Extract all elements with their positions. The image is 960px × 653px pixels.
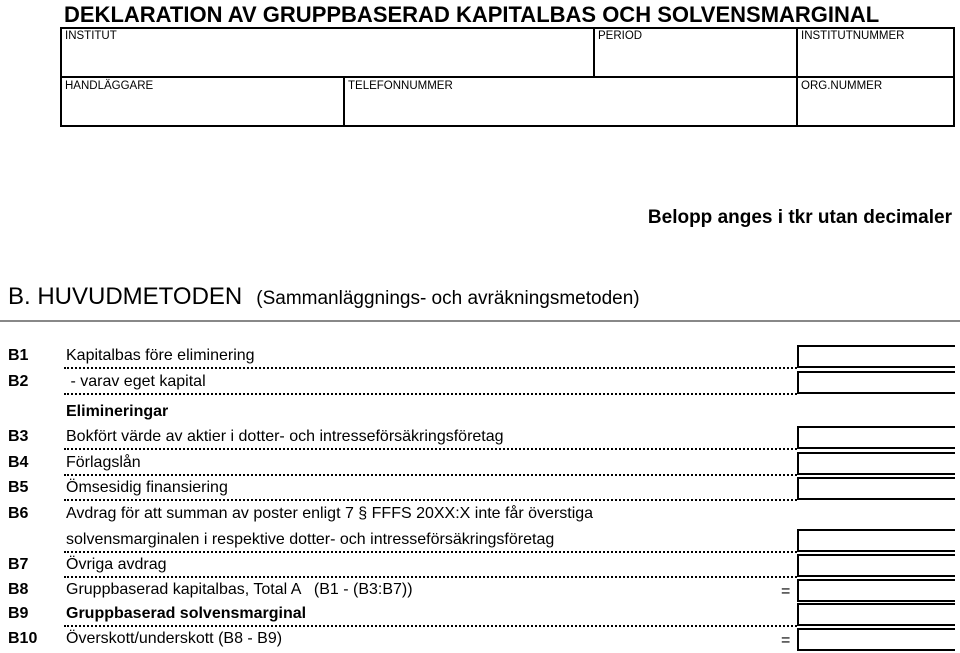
row-code-b3: B3 [8, 428, 29, 445]
dotted-leader [64, 393, 797, 395]
grid-line [60, 27, 62, 127]
row-text-b8: Gruppbaserad kapitalbas, Total A (B1 - (B3:B7)) [66, 581, 413, 598]
amount-input-b1[interactable] [797, 345, 955, 368]
row-code-b1: B1 [8, 347, 29, 364]
section-title: B. HUVUDMETODEN [8, 283, 243, 310]
row-code-b8: B8 [8, 581, 29, 598]
row-text-b10: Överskott/underskott (B8 - B9) [66, 630, 283, 647]
row-code-b10: B10 [8, 630, 38, 647]
row-text-b6-cont: solvensmarginalen i respektive dotter- och intresseförsäkringsföretag [66, 531, 555, 548]
section-heading [8, 283, 640, 311]
equals-sign: = [781, 632, 791, 649]
amount-input-b5[interactable] [797, 477, 955, 500]
grid-line [60, 27, 955, 29]
row-text-b3: Bokfört värde av aktier i dotter- och intresseförsäkringsföretag [66, 428, 504, 445]
row-code-b5: B5 [8, 479, 29, 496]
row-text-b9: Gruppbaserad solvensmarginal [66, 605, 307, 622]
telefonnummer-field[interactable]: TELEFONNUMMER [348, 80, 453, 92]
dotted-leader [64, 474, 797, 476]
form-title: DEKLARATION AV GRUPPBASERAD KAPITALBAS OCH SOLVENSMARGINAL [64, 2, 880, 27]
grid-line [953, 27, 955, 127]
period-field[interactable]: PERIOD [598, 30, 643, 42]
row-code-b6: B6 [8, 505, 29, 522]
amount-input-b10[interactable] [797, 628, 955, 651]
amount-input-b7[interactable] [797, 554, 955, 577]
row-code-b9: B9 [8, 605, 29, 622]
grid-line [60, 125, 955, 127]
grid-line [593, 27, 595, 77]
row-code-b7: B7 [8, 556, 29, 573]
row-text-b7: Övriga avdrag [66, 556, 167, 573]
amount-input-b2[interactable] [797, 371, 955, 394]
dotted-leader [64, 448, 797, 450]
row-code-b2: B2 [8, 373, 29, 390]
dotted-leader [64, 367, 797, 369]
row-code-b4: B4 [8, 454, 29, 471]
grid-line [796, 27, 798, 127]
grid-line [343, 76, 345, 126]
section-subtitle: (Sammanläggnings- och avräkningsmetoden) [256, 288, 640, 309]
amount-input-b8[interactable] [797, 579, 955, 602]
amount-input-b9[interactable] [797, 603, 955, 626]
row-text-b6: Avdrag för att summan av poster enligt 7 § FFFS 20XX:X inte får överstiga [66, 505, 594, 522]
eliminations-heading: Elimineringar [66, 403, 169, 420]
row-text-b2: - varav eget kapital [66, 373, 206, 390]
grid-line [60, 76, 955, 78]
amount-input-b6[interactable] [797, 529, 955, 552]
section-divider [0, 320, 960, 322]
institut-field[interactable]: INSTITUT [65, 30, 117, 42]
amount-input-b4[interactable] [797, 452, 955, 475]
dotted-leader [64, 625, 797, 627]
amount-input-b3[interactable] [797, 426, 955, 449]
equals-sign: = [781, 583, 791, 600]
row-text-b1: Kapitalbas före eliminering [66, 347, 255, 364]
orgnummer-field[interactable]: ORG.NUMMER [801, 80, 883, 92]
dotted-leader [64, 499, 797, 501]
row-text-b5: Ömsesidig finansiering [66, 479, 228, 496]
amount-note: Belopp anges i tkr utan decimaler [647, 207, 952, 228]
dotted-leader [64, 551, 797, 553]
dotted-leader [64, 576, 797, 578]
institutnummer-field[interactable]: INSTITUTNUMMER [801, 30, 905, 42]
handlaggare-field[interactable]: HANDLÄGGARE [65, 80, 154, 92]
row-text-b4: Förlagslån [66, 454, 141, 471]
